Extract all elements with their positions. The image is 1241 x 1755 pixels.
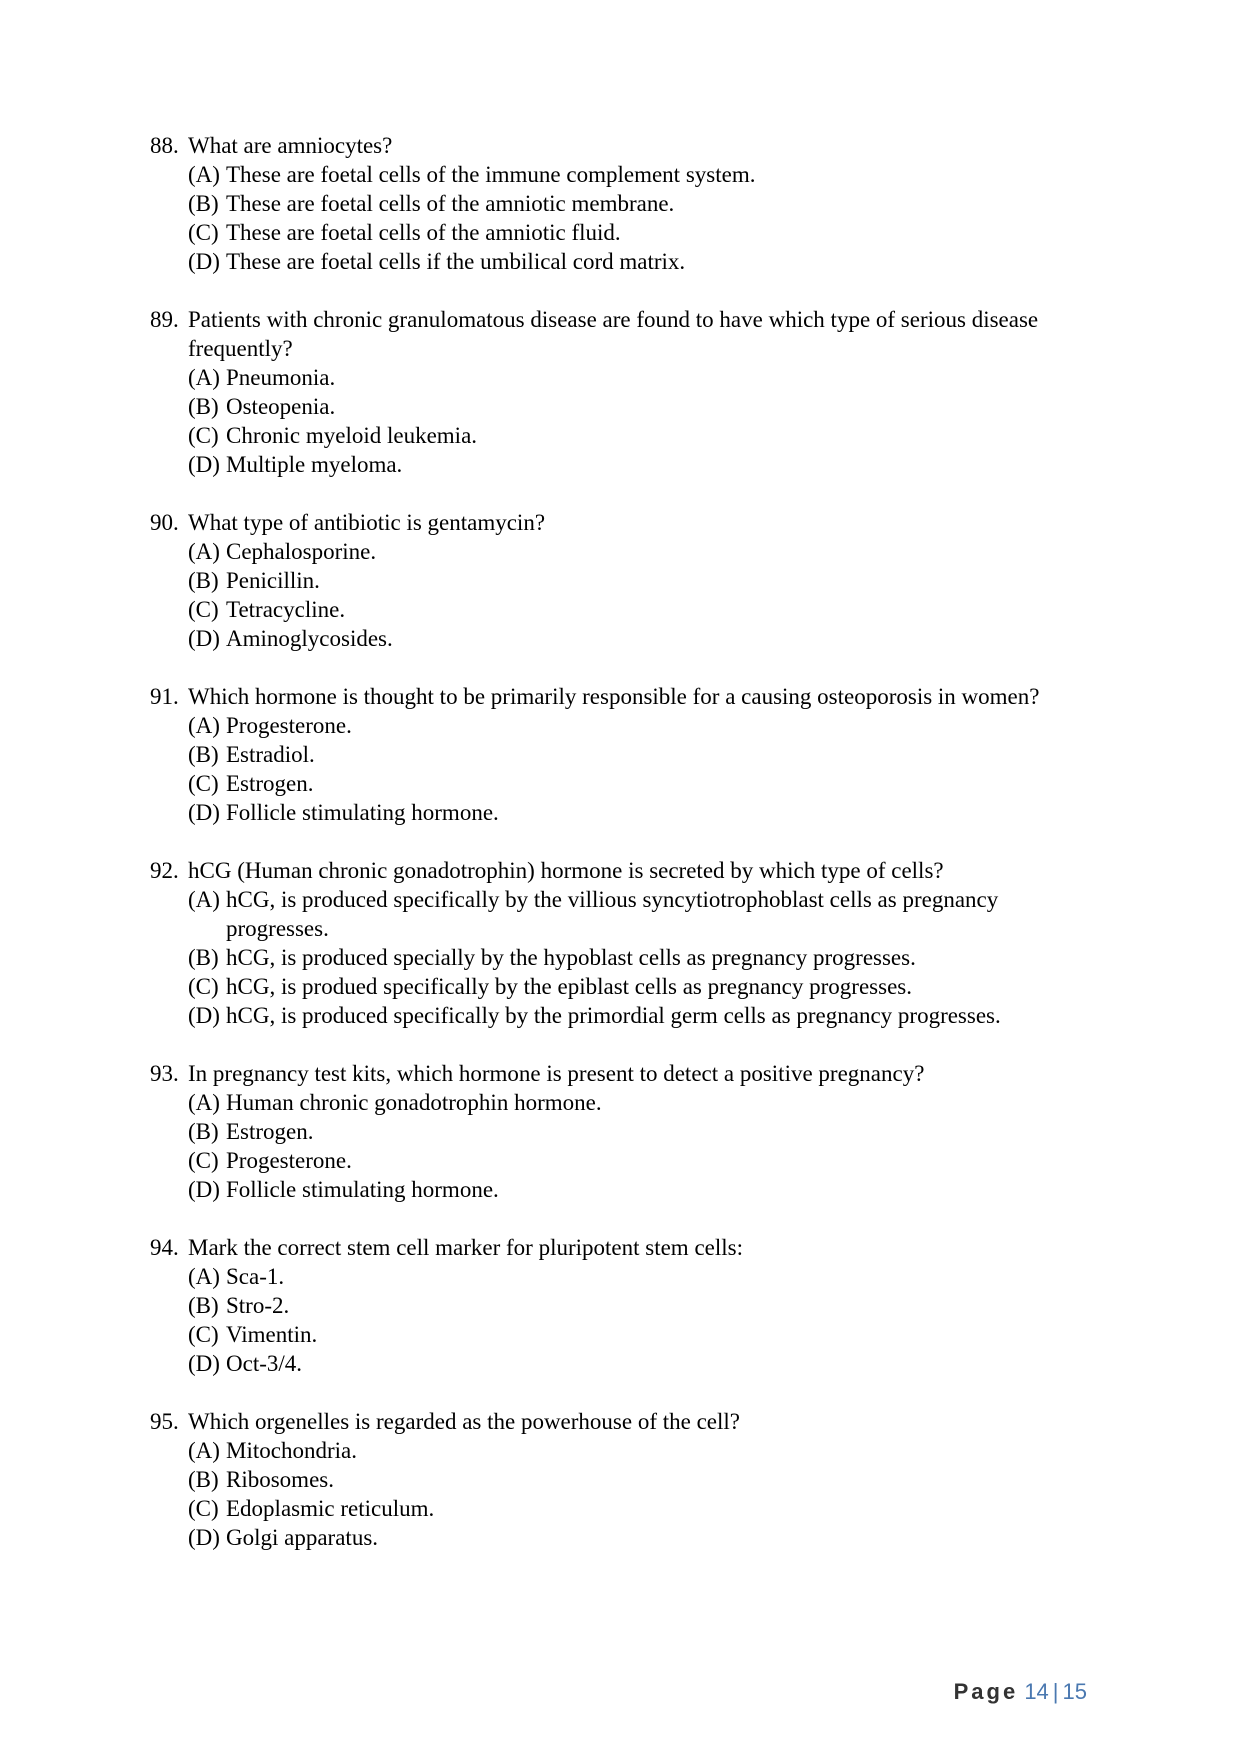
option-text: Mitochondria.	[226, 1438, 357, 1463]
question-88	[150, 131, 1090, 276]
question-text: hCG (Human chronic gonadotrophin) hormone is secreted by which type of cells?	[188, 858, 944, 883]
option-list	[150, 537, 1090, 653]
question-94	[150, 1233, 1090, 1378]
option-list	[150, 885, 1090, 1030]
option-label: (A)	[188, 539, 220, 564]
option-list	[150, 711, 1090, 827]
option-c	[150, 1494, 1090, 1523]
option-label: (B)	[188, 1119, 219, 1144]
page-footer	[954, 1678, 1087, 1706]
option-text: Estrogen.	[226, 771, 314, 796]
page-word: Page	[953, 1679, 1019, 1704]
option-text: Pneumonia.	[226, 365, 336, 390]
option-text: Ribosomes.	[226, 1467, 334, 1492]
option-c	[150, 972, 1090, 1001]
question-text: Which orgenelles is regarded as the powerhouse of the cell?	[188, 1409, 740, 1434]
option-label: (D)	[188, 1177, 220, 1202]
question-header	[150, 508, 1090, 537]
option-c	[150, 595, 1090, 624]
option-d	[150, 798, 1090, 827]
option-label: (A)	[188, 162, 220, 187]
option-label: (B)	[188, 742, 219, 767]
question-header	[150, 856, 1090, 885]
question-header	[150, 1407, 1090, 1436]
question-text: What type of antibiotic is gentamycin?	[188, 510, 546, 535]
question-91	[150, 682, 1090, 827]
option-d	[150, 1175, 1090, 1204]
option-c	[150, 1320, 1090, 1349]
question-text: Mark the correct stem cell marker for pluripotent stem cells:	[188, 1235, 743, 1260]
option-label: (C)	[188, 423, 219, 448]
option-a	[150, 1436, 1090, 1465]
question-header	[150, 682, 1090, 711]
question-header	[150, 131, 1090, 160]
option-label: (D)	[188, 452, 220, 477]
question-text: What are amniocytes?	[188, 133, 393, 158]
option-label: (D)	[188, 1351, 220, 1376]
option-text: Tetracycline.	[226, 597, 346, 622]
question-number: 90.	[150, 510, 179, 535]
question-text: Patients with chronic granulomatous disease are found to have which type of serious disease frequently?	[188, 307, 1039, 361]
question-header	[150, 1233, 1090, 1262]
option-text: hCG, is produced specifically by the primordial germ cells as pregnancy progresses.	[226, 1003, 1001, 1028]
option-label: (B)	[188, 394, 219, 419]
current-page-number: 14	[1024, 1679, 1049, 1704]
question-text: In pregnancy test kits, which hormone is present to detect a positive pregnancy?	[188, 1061, 925, 1086]
option-text: Cephalosporine.	[226, 539, 377, 564]
option-label: (C)	[188, 597, 219, 622]
option-d	[150, 247, 1090, 276]
option-a	[150, 1088, 1090, 1117]
page-separator: |	[1052, 1679, 1059, 1704]
option-a	[150, 885, 1090, 943]
question-number: 92.	[150, 858, 179, 883]
option-text: Vimentin.	[226, 1322, 318, 1347]
option-c	[150, 421, 1090, 450]
question-header	[150, 305, 1090, 363]
option-label: (C)	[188, 974, 219, 999]
option-label: (C)	[188, 220, 219, 245]
option-label: (B)	[188, 945, 219, 970]
question-number: 93.	[150, 1061, 179, 1086]
option-label: (D)	[188, 1003, 220, 1028]
option-text: These are foetal cells if the umbilical cord matrix.	[226, 249, 686, 274]
option-b	[150, 943, 1090, 972]
option-b	[150, 1465, 1090, 1494]
option-list	[150, 363, 1090, 479]
total-pages-number: 15	[1062, 1679, 1087, 1704]
option-text: Aminoglycosides.	[226, 626, 393, 651]
option-text: Progesterone.	[226, 713, 352, 738]
option-label: (A)	[188, 1438, 220, 1463]
option-a	[150, 363, 1090, 392]
option-a	[150, 1262, 1090, 1291]
option-c	[150, 218, 1090, 247]
question-number: 94.	[150, 1235, 179, 1260]
option-d	[150, 624, 1090, 653]
option-text: These are foetal cells of the amniotic fluid.	[226, 220, 621, 245]
option-text: Estradiol.	[226, 742, 315, 767]
option-label: (D)	[188, 800, 220, 825]
option-label: (B)	[188, 568, 219, 593]
option-d	[150, 1523, 1090, 1552]
option-label: (D)	[188, 1525, 220, 1550]
option-label: (B)	[188, 191, 219, 216]
option-label: (C)	[188, 1148, 219, 1173]
option-label: (A)	[188, 713, 220, 738]
option-d	[150, 1001, 1090, 1030]
option-label: (C)	[188, 1322, 219, 1347]
option-d	[150, 450, 1090, 479]
option-a	[150, 537, 1090, 566]
option-label: (C)	[188, 1496, 219, 1521]
option-text: Golgi apparatus.	[226, 1525, 379, 1550]
question-list	[150, 131, 1090, 1581]
option-label: (B)	[188, 1467, 219, 1492]
question-92	[150, 856, 1090, 1030]
question-text: Which hormone is thought to be primarily responsible for a causing osteoporosis in women?	[188, 684, 1040, 709]
option-text: Sca-1.	[226, 1264, 285, 1289]
option-a	[150, 160, 1090, 189]
option-text: Progesterone.	[226, 1148, 352, 1173]
option-text: Follicle stimulating hormone.	[226, 1177, 499, 1202]
option-text: Estrogen.	[226, 1119, 314, 1144]
option-text: Human chronic gonadotrophin hormone.	[226, 1090, 602, 1115]
option-list	[150, 1436, 1090, 1552]
option-text: Penicillin.	[226, 568, 320, 593]
option-list	[150, 160, 1090, 276]
question-header	[150, 1059, 1090, 1088]
option-label: (A)	[188, 887, 220, 912]
option-label: (A)	[188, 365, 220, 390]
option-text: Follicle stimulating hormone.	[226, 800, 499, 825]
option-text: hCG, is produced specifically by the villious syncytiotrophoblast cells as pregnancy progresses.	[226, 887, 999, 941]
option-text: These are foetal cells of the amniotic membrane.	[226, 191, 675, 216]
option-label: (D)	[188, 626, 220, 651]
option-label: (A)	[188, 1090, 220, 1115]
option-label: (C)	[188, 771, 219, 796]
option-b	[150, 566, 1090, 595]
question-89	[150, 305, 1090, 479]
option-text: hCG, is produced specially by the hypoblast cells as pregnancy progresses.	[226, 945, 916, 970]
option-text: Stro-2.	[226, 1293, 290, 1318]
option-b	[150, 189, 1090, 218]
question-93	[150, 1059, 1090, 1204]
option-label: (A)	[188, 1264, 220, 1289]
option-text: Chronic myeloid leukemia.	[226, 423, 478, 448]
question-number: 95.	[150, 1409, 179, 1434]
question-95	[150, 1407, 1090, 1552]
option-b	[150, 392, 1090, 421]
option-list	[150, 1088, 1090, 1204]
option-b	[150, 1291, 1090, 1320]
option-b	[150, 1117, 1090, 1146]
option-d	[150, 1349, 1090, 1378]
option-text: Osteopenia.	[226, 394, 336, 419]
option-text: These are foetal cells of the immune complement system.	[226, 162, 756, 187]
question-number: 89.	[150, 307, 179, 332]
option-text: Multiple myeloma.	[226, 452, 403, 477]
question-number: 88.	[150, 133, 179, 158]
option-list	[150, 1262, 1090, 1378]
question-90	[150, 508, 1090, 653]
option-text: Edoplasmic reticulum.	[226, 1496, 435, 1521]
option-a	[150, 711, 1090, 740]
question-number: 91.	[150, 684, 179, 709]
option-text: Oct-3/4.	[226, 1351, 303, 1376]
option-c	[150, 1146, 1090, 1175]
option-label: (D)	[188, 249, 220, 274]
option-c	[150, 769, 1090, 798]
option-label: (B)	[188, 1293, 219, 1318]
option-text: hCG, is produed specifically by the epiblast cells as pregnancy progresses.	[226, 974, 912, 999]
option-b	[150, 740, 1090, 769]
